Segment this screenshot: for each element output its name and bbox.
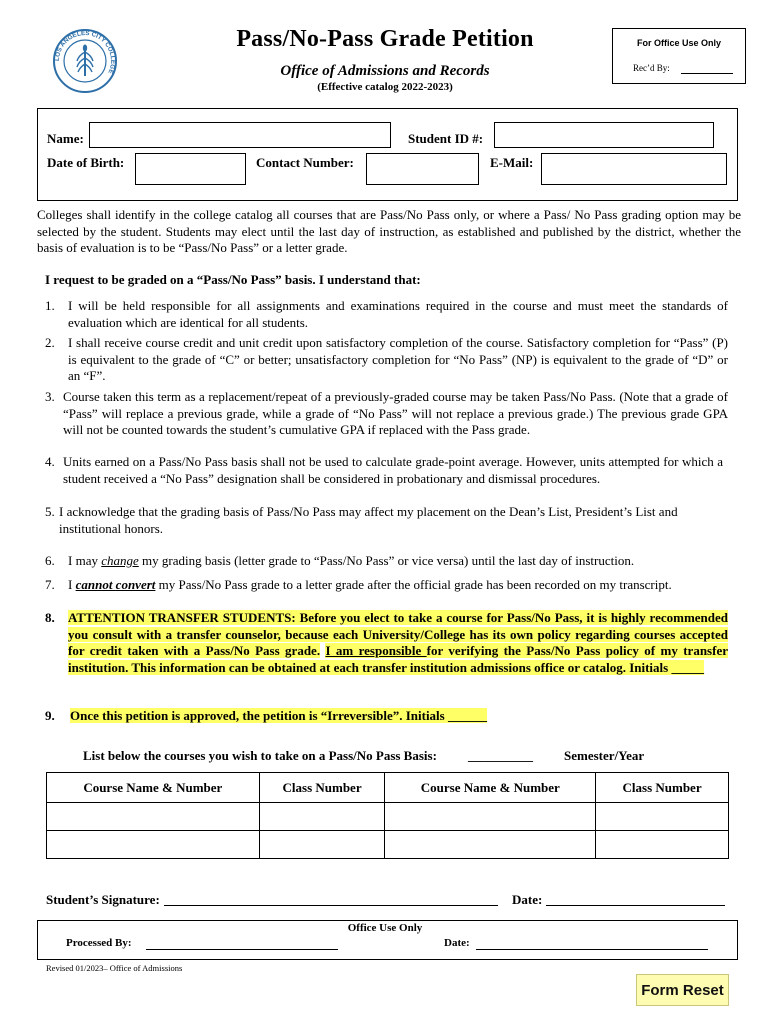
student-id-label: Student ID #: [408,131,484,146]
item-text-1: I will be held responsible for all assignments and examinations required in the course and must meet the standards of evaluation which are identical for all students. [68,298,728,330]
item-text-7 [68,577,733,594]
table-row [47,831,729,859]
class-number-cell[interactable] [259,831,385,859]
svg-text:LOS ANGELES CITY COLLEGE: LOS ANGELES CITY COLLEGE [53,29,117,75]
course-name-cell[interactable] [385,803,596,831]
item-number-4: 4. [45,454,55,469]
course-name-header: Course Name & Number [47,773,260,803]
office-use-box [612,28,746,84]
email-label: E-Mail: [490,155,534,170]
courses-prompt: List below the courses you wish to take on a Pass/No Pass Basis: [83,748,437,763]
office-use-title: For Office Use Only [636,38,722,48]
responsible-text: I am responsible [325,643,427,658]
item-6-emphasis: change [101,553,139,568]
item-number-7: 7. [45,577,55,592]
item-text-4: Units earned on a Pass/No Pass basis shall not be used to calculate grade-point average. However, units attempted for which a student received a “No Pass” designation shall be considered in probationary and dismissal procedures. [63,454,723,486]
courses-table [46,772,729,859]
contact-number-label: Contact Number: [256,155,354,170]
class-number-cell[interactable] [259,803,385,831]
class-number-header: Class Number [259,773,385,803]
item-number-3: 3. [45,389,55,404]
transfer-policy-text: for verifying the Pass/No Pass policy of my transfer institution. This information can be obtained at each transfer institution admissions office or catalog. Initials _____ [68,643,728,675]
class-number-header-2: Class Number [596,773,729,803]
class-number-cell[interactable] [596,803,729,831]
catalog-note: (Effective catalog 2022-2023) [317,81,453,93]
student-id-input[interactable] [494,122,714,148]
item-text-6 [68,553,728,570]
student-signature-label: Student’s Signature: [46,892,160,907]
item-6-post: my grading basis (letter grade to “Pass/No Pass” or vice versa) until the last day of instruction. [138,553,635,568]
revised-note: Revised 01/2023– Office of Admissions [46,963,183,973]
table-row [47,803,729,831]
item-text-9 [70,708,487,725]
processed-by-line [146,949,338,950]
student-signature-line[interactable] [164,905,498,906]
table-header-row [47,773,729,803]
semester-year-label: Semester/Year [564,748,645,763]
name-input[interactable] [89,122,391,148]
dob-input[interactable] [135,153,246,185]
item-text-3: Course taken this term as a replacement/repeat of a previously-graded course may be taken Pass/No Pass. (Note that a grade of “Pass” will replace a previous grade, while a grade of “No Pass” will not replace a previous grade.) The previous grade GPA will not be counted towards the student’s cumulative GPA if replaced with the Pass grade. [63,389,728,437]
signature-date-label: Date: [512,892,543,907]
item-number-2: 2. [45,335,55,350]
item-number-9: 9. [45,708,55,723]
item-7-post: my Pass/No Pass grade to a letter grade after the official grade has been recorded on my transcript. [155,577,672,592]
dob-label: Date of Birth: [47,155,125,170]
received-by-line [681,73,733,74]
item-number-1: 1. [45,298,55,313]
processed-date-label: Date: [444,937,470,949]
college-seal [52,28,118,94]
page-title: Pass/No-Pass Grade Petition [236,26,534,52]
contact-number-input[interactable] [366,153,479,185]
course-name-cell[interactable] [385,831,596,859]
class-number-cell[interactable] [596,831,729,859]
item-text-2: I shall receive course credit and unit credit upon satisfactory completion of the course. Satisfactory completion for “Pass” (P) is equivalent to the grade of “C” or better; unsatisfactory completion for “No Pass” (NP) is equivalent to the grade of “D” or an “F”. [68,335,728,383]
office-use-footer-title: Office Use Only [347,922,423,934]
item-6-pre: I may [68,553,102,568]
received-by-label: Rec’d By: [633,63,670,73]
course-name-header-2: Course Name & Number [385,773,596,803]
item-text-8 [68,610,728,676]
processed-by-label: Processed By: [66,937,132,949]
signature-date-line[interactable] [546,905,725,906]
semester-blank: __________ [468,748,533,763]
transfer-attention-text: ATTENTION TRANSFER STUDENTS: Before you elect to take a course for Pass/No Pass, it is highly recommended you consult with a transfer counselor, because each University/College has its own policy regarding courses accepted for credit taken with a Pass/No Pass grade. [68,610,728,658]
form-reset-button[interactable]: Form Reset [636,974,729,1006]
irreversible-text: Once this petition is approved, the petition is “Irreversible”. Initials ______ [70,708,487,723]
course-name-cell[interactable] [47,831,260,859]
course-name-cell[interactable] [47,803,260,831]
item-number-8: 8. [45,610,55,625]
office-subtitle: Office of Admissions and Records [280,63,490,79]
intro-paragraph: Colleges shall identify in the college catalog all courses that are Pass/No Pass only, or where a Pass/ No Pass grading option may be selected by the student. Students may elect until the last day of instruction, as established and published by the district, whether the basis of evaluation is to be “Pass/No Pass” or a letter grade. [37,207,741,255]
email-input[interactable] [541,153,727,185]
item-7-emphasis: cannot convert [75,577,156,592]
processed-date-line [476,949,708,950]
item-text-5: I acknowledge that the grading basis of Pass/No Pass may affect my placement on the Dean’s List, President’s List and institutional honors. [59,504,678,536]
request-heading: I request to be graded on a “Pass/No Pass” basis. I understand that: [45,272,421,287]
name-label: Name: [47,131,84,146]
item-number-5: 5. [45,504,55,519]
item-number-6: 6. [45,553,55,568]
item-7-pre: I [68,577,76,592]
